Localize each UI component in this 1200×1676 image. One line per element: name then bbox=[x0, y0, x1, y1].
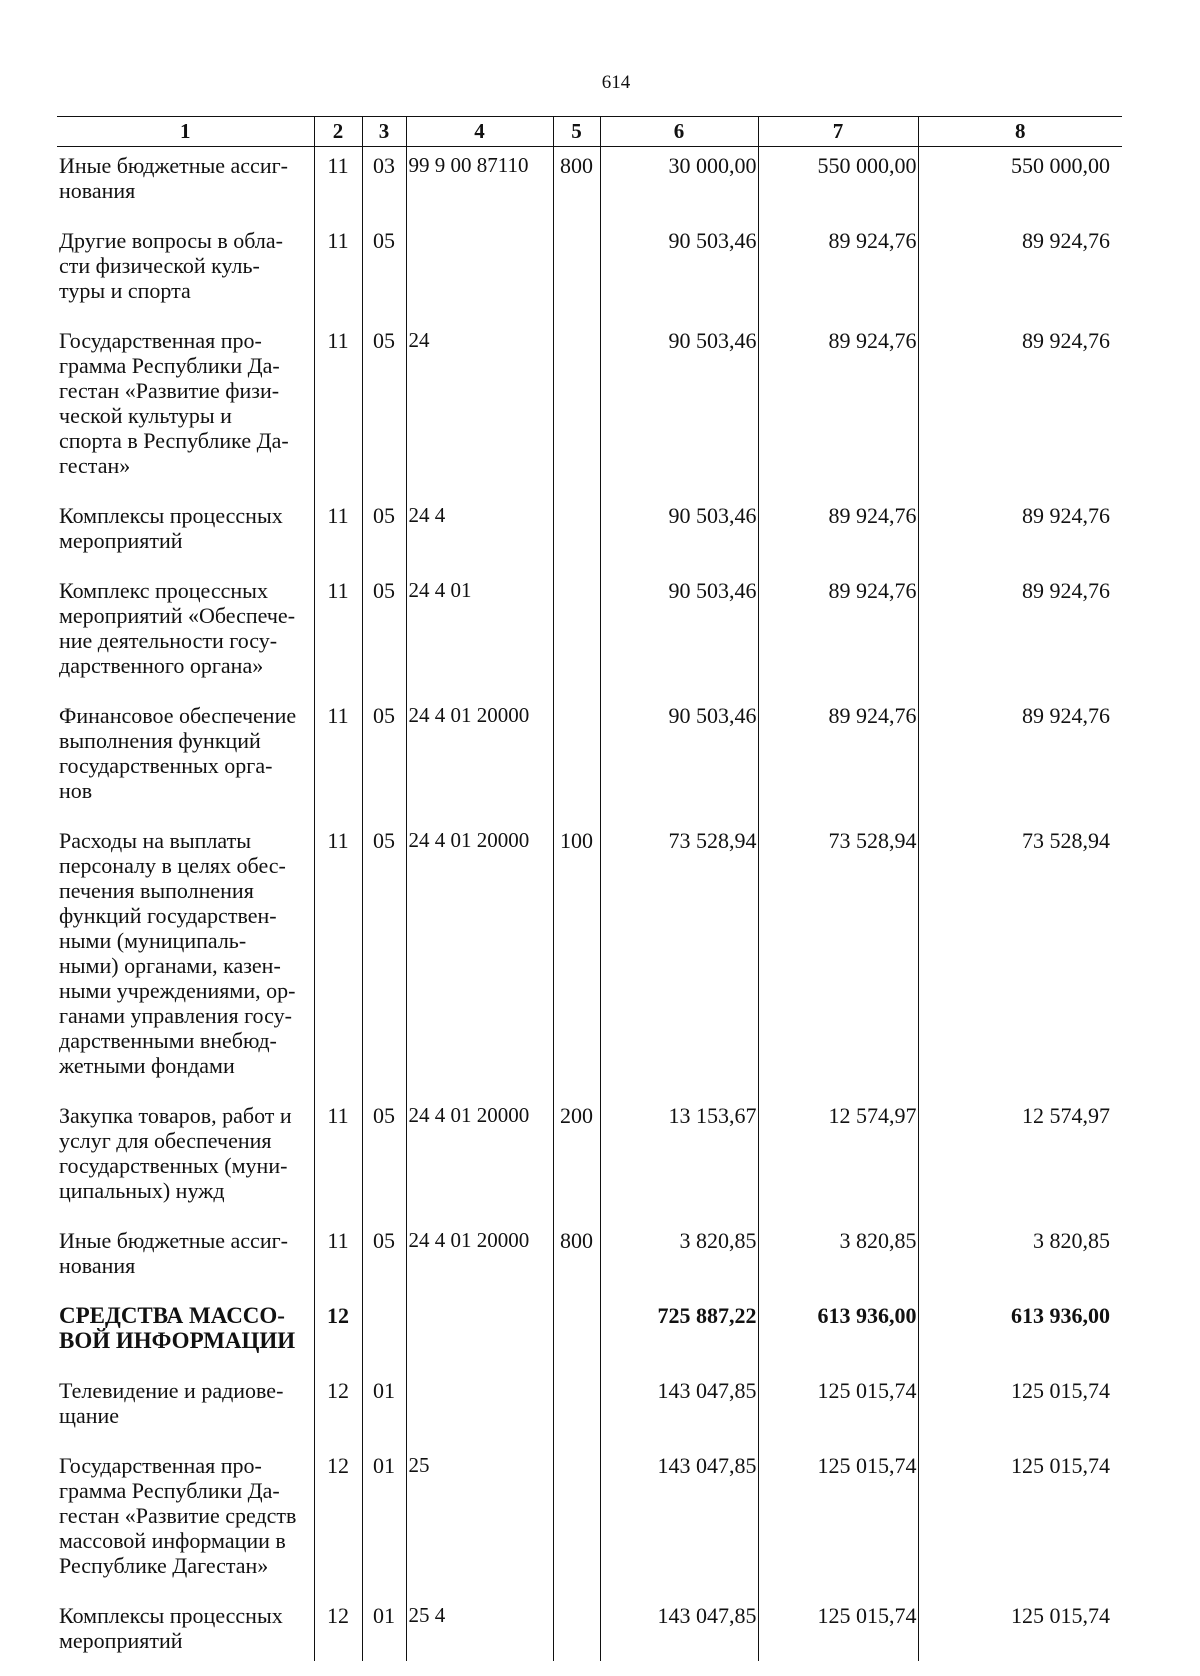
subsection-code: 05 bbox=[362, 1222, 406, 1297]
expense-type-code bbox=[553, 1372, 600, 1447]
expense-type-code: 800 bbox=[553, 147, 600, 223]
column-header-5: 5 bbox=[553, 117, 600, 147]
row-name: Финансовое обеспечение выполнения функций государственных орга- нов bbox=[59, 703, 297, 803]
table-row bbox=[57, 697, 1122, 822]
row-name: СРЕДСТВА МАССО- ВОЙ ИНФОРМАЦИИ bbox=[59, 1303, 296, 1353]
section-code: 11 bbox=[314, 822, 362, 1097]
amount-col-8: 89 924,76 bbox=[918, 572, 1122, 697]
amount-col-6: 90 503,46 bbox=[600, 322, 758, 497]
expense-type-code: 800 bbox=[553, 1222, 600, 1297]
section-code: 11 bbox=[314, 322, 362, 497]
amount-col-7: 3 820,85 bbox=[758, 1222, 918, 1297]
table-row bbox=[57, 1447, 1122, 1597]
amount-col-8: 89 924,76 bbox=[918, 322, 1122, 497]
expense-type-code bbox=[553, 497, 600, 572]
column-header-1: 1 bbox=[57, 117, 314, 147]
target-item-code bbox=[406, 1297, 553, 1372]
amount-col-8: 125 015,74 bbox=[918, 1597, 1122, 1661]
target-item-code: 24 bbox=[406, 322, 553, 497]
expense-type-code: 100 bbox=[553, 822, 600, 1097]
table-row bbox=[57, 1222, 1122, 1297]
amount-col-8: 125 015,74 bbox=[918, 1447, 1122, 1597]
row-name: Иные бюджетные ассиг- нования bbox=[59, 153, 288, 203]
amount-col-7: 73 528,94 bbox=[758, 822, 918, 1097]
column-header-4: 4 bbox=[406, 117, 553, 147]
amount-col-8: 12 574,97 bbox=[918, 1097, 1122, 1222]
row-name: Государственная про- грамма Республики Да- гестан «Развитие средств массовой информации в Республике Дагестан» bbox=[59, 1453, 297, 1578]
amount-col-6: 725 887,22 bbox=[600, 1297, 758, 1372]
subsection-code: 05 bbox=[362, 497, 406, 572]
table-row bbox=[57, 1097, 1122, 1222]
expense-type-code bbox=[553, 322, 600, 497]
section-code: 11 bbox=[314, 147, 362, 223]
amount-col-6: 90 503,46 bbox=[600, 497, 758, 572]
row-name: Другие вопросы в обла- сти физической куль- туры и спорта bbox=[59, 228, 283, 303]
page-number: 614 bbox=[601, 72, 631, 93]
target-item-code: 25 4 bbox=[406, 1597, 553, 1661]
amount-col-7: 613 936,00 bbox=[758, 1297, 918, 1372]
amount-col-7: 125 015,74 bbox=[758, 1447, 918, 1597]
expense-type-code bbox=[553, 1297, 600, 1372]
amount-col-8: 125 015,74 bbox=[918, 1372, 1122, 1447]
amount-col-6: 90 503,46 bbox=[600, 222, 758, 322]
amount-col-8: 89 924,76 bbox=[918, 697, 1122, 822]
column-header-2: 2 bbox=[314, 117, 362, 147]
section-code: 11 bbox=[314, 572, 362, 697]
subsection-code: 03 bbox=[362, 147, 406, 223]
amount-col-8: 3 820,85 bbox=[918, 1222, 1122, 1297]
amount-col-7: 125 015,74 bbox=[758, 1372, 918, 1447]
table-row bbox=[57, 822, 1122, 1097]
table-row bbox=[57, 1372, 1122, 1447]
amount-col-7: 89 924,76 bbox=[758, 697, 918, 822]
row-name: Закупка товаров, работ и услуг для обеспечения государственных (муни- ципальных) нужд bbox=[59, 1103, 292, 1203]
amount-col-8: 73 528,94 bbox=[918, 822, 1122, 1097]
amount-col-8: 613 936,00 bbox=[918, 1297, 1122, 1372]
expense-type-code: 200 bbox=[553, 1097, 600, 1222]
section-code: 11 bbox=[314, 1222, 362, 1297]
target-item-code bbox=[406, 222, 553, 322]
row-name: Комплексы процессных мероприятий bbox=[59, 503, 283, 553]
expense-type-code bbox=[553, 572, 600, 697]
subsection-code: 05 bbox=[362, 1097, 406, 1222]
section-code: 11 bbox=[314, 1097, 362, 1222]
header-row bbox=[57, 117, 1122, 147]
subsection-code: 05 bbox=[362, 822, 406, 1097]
expense-type-code bbox=[553, 1447, 600, 1597]
amount-col-6: 30 000,00 bbox=[600, 147, 758, 223]
amount-col-7: 89 924,76 bbox=[758, 222, 918, 322]
amount-col-6: 143 047,85 bbox=[600, 1597, 758, 1661]
column-header-8: 8 bbox=[918, 117, 1122, 147]
target-item-code: 24 4 01 20000 bbox=[406, 697, 553, 822]
section-code: 12 bbox=[314, 1447, 362, 1597]
subsection-code: 05 bbox=[362, 697, 406, 822]
amount-col-6: 3 820,85 bbox=[600, 1222, 758, 1297]
expense-type-code bbox=[553, 1597, 600, 1661]
section-code: 12 bbox=[314, 1597, 362, 1661]
target-item-code: 24 4 01 20000 bbox=[406, 1222, 553, 1297]
table-row bbox=[57, 497, 1122, 572]
section-code: 12 bbox=[314, 1297, 362, 1372]
row-name: Государственная про- грамма Республики Да- гестан «Развитие физи- ческой культуры и спорта в Республике Да- гестан» bbox=[59, 328, 289, 478]
target-item-code bbox=[406, 1372, 553, 1447]
row-name: Комплексы процессных мероприятий bbox=[59, 1603, 283, 1653]
table-row bbox=[57, 1297, 1122, 1372]
target-item-code: 24 4 01 20000 bbox=[406, 1097, 553, 1222]
section-code: 11 bbox=[314, 222, 362, 322]
expense-type-code bbox=[553, 222, 600, 322]
amount-col-7: 89 924,76 bbox=[758, 322, 918, 497]
amount-col-7: 89 924,76 bbox=[758, 497, 918, 572]
subsection-code: 01 bbox=[362, 1447, 406, 1597]
row-name: Телевидение и радиове- щание bbox=[59, 1378, 284, 1428]
amount-col-7: 89 924,76 bbox=[758, 572, 918, 697]
table-row bbox=[57, 222, 1122, 322]
subsection-code: 05 bbox=[362, 572, 406, 697]
table-row bbox=[57, 147, 1122, 223]
subsection-code: 05 bbox=[362, 322, 406, 497]
target-item-code: 24 4 01 bbox=[406, 572, 553, 697]
amount-col-8: 89 924,76 bbox=[918, 497, 1122, 572]
amount-col-7: 550 000,00 bbox=[758, 147, 918, 223]
amount-col-6: 73 528,94 bbox=[600, 822, 758, 1097]
amount-col-6: 13 153,67 bbox=[600, 1097, 758, 1222]
subsection-code bbox=[362, 1297, 406, 1372]
subsection-code: 01 bbox=[362, 1597, 406, 1661]
expense-type-code bbox=[553, 697, 600, 822]
column-header-6: 6 bbox=[600, 117, 758, 147]
table-body bbox=[57, 147, 1122, 1662]
amount-col-6: 90 503,46 bbox=[600, 572, 758, 697]
section-code: 11 bbox=[314, 697, 362, 822]
subsection-code: 05 bbox=[362, 222, 406, 322]
row-name: Комплекс процессных мероприятий «Обеспече- ние деятельности госу- дарственного органа» bbox=[59, 578, 296, 678]
amount-col-8: 550 000,00 bbox=[918, 147, 1122, 223]
amount-col-6: 90 503,46 bbox=[600, 697, 758, 822]
amount-col-6: 143 047,85 bbox=[600, 1447, 758, 1597]
table-row bbox=[57, 572, 1122, 697]
amount-col-8: 89 924,76 bbox=[918, 222, 1122, 322]
amount-col-7: 125 015,74 bbox=[758, 1597, 918, 1661]
subsection-code: 01 bbox=[362, 1372, 406, 1447]
target-item-code: 25 bbox=[406, 1447, 553, 1597]
table-header bbox=[57, 117, 1122, 147]
row-name: Расходы на выплаты персоналу в целях обес- печения выполнения функций государствен- ными (муниципаль- ными) органами, казен- ными учреждениями, ор- ганами управления госу- дарственными внебюд- жетными фондами bbox=[59, 828, 296, 1078]
target-item-code: 99 9 00 87110 bbox=[406, 147, 553, 223]
target-item-code: 24 4 01 20000 bbox=[406, 822, 553, 1097]
section-code: 11 bbox=[314, 497, 362, 572]
row-name: Иные бюджетные ассиг- нования bbox=[59, 1228, 288, 1278]
table-row bbox=[57, 1597, 1122, 1661]
amount-col-7: 12 574,97 bbox=[758, 1097, 918, 1222]
table-row bbox=[57, 322, 1122, 497]
budget-table bbox=[57, 116, 1122, 1661]
target-item-code: 24 4 bbox=[406, 497, 553, 572]
column-header-3: 3 bbox=[362, 117, 406, 147]
section-code: 12 bbox=[314, 1372, 362, 1447]
column-header-7: 7 bbox=[758, 117, 918, 147]
amount-col-6: 143 047,85 bbox=[600, 1372, 758, 1447]
